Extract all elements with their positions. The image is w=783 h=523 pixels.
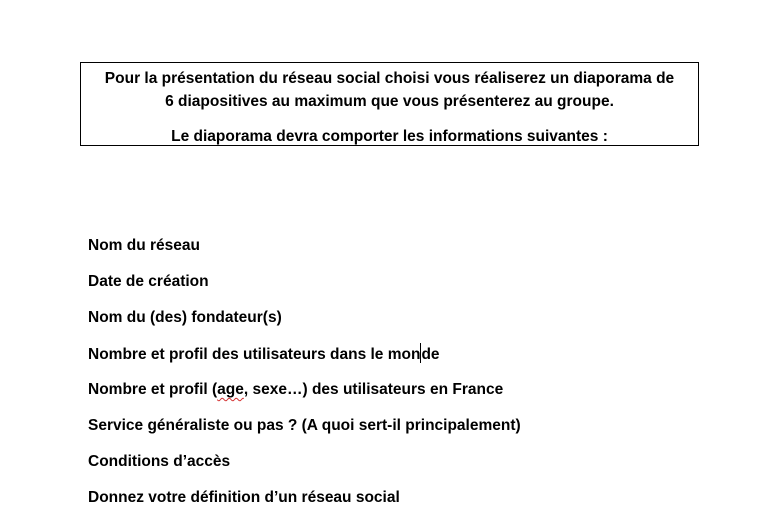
list-item: Nom du réseau [88, 237, 200, 254]
list-item: Conditions d’accès [88, 453, 231, 470]
list-item: Service généraliste ou pas ? (A quoi sert-il principalement) [88, 417, 521, 434]
list-item-text: Nombre et profil ( [88, 381, 218, 398]
list-item [88, 379, 521, 415]
list-item: Date de création [88, 273, 209, 290]
instructions-line-2: 6 diapositives au maximum que vous présenterez au groupe. [165, 93, 614, 110]
instructions-paragraph [81, 67, 698, 113]
requirements-list [88, 235, 521, 523]
list-item-text-after-caret: de [421, 346, 440, 363]
list-item [88, 343, 521, 379]
instructions-requirement: Le diaporama devra comporter les informations suivantes : [171, 128, 608, 145]
instructions-box [80, 62, 699, 146]
list-item-text: , sexe…) des utilisateurs en France [243, 381, 504, 398]
list-item: Donnez votre définition d’un réseau social [88, 489, 400, 506]
instructions-line-1: Pour la présentation du réseau social choisi vous réaliserez un diaporama de [104, 70, 675, 87]
list-item-text-before-caret: Nombre et profil des utilisateurs dans le mon [88, 346, 421, 363]
list-item: Nom du (des) fondateur(s) [88, 309, 282, 326]
spellcheck-flagged-word[interactable]: age [217, 381, 244, 398]
